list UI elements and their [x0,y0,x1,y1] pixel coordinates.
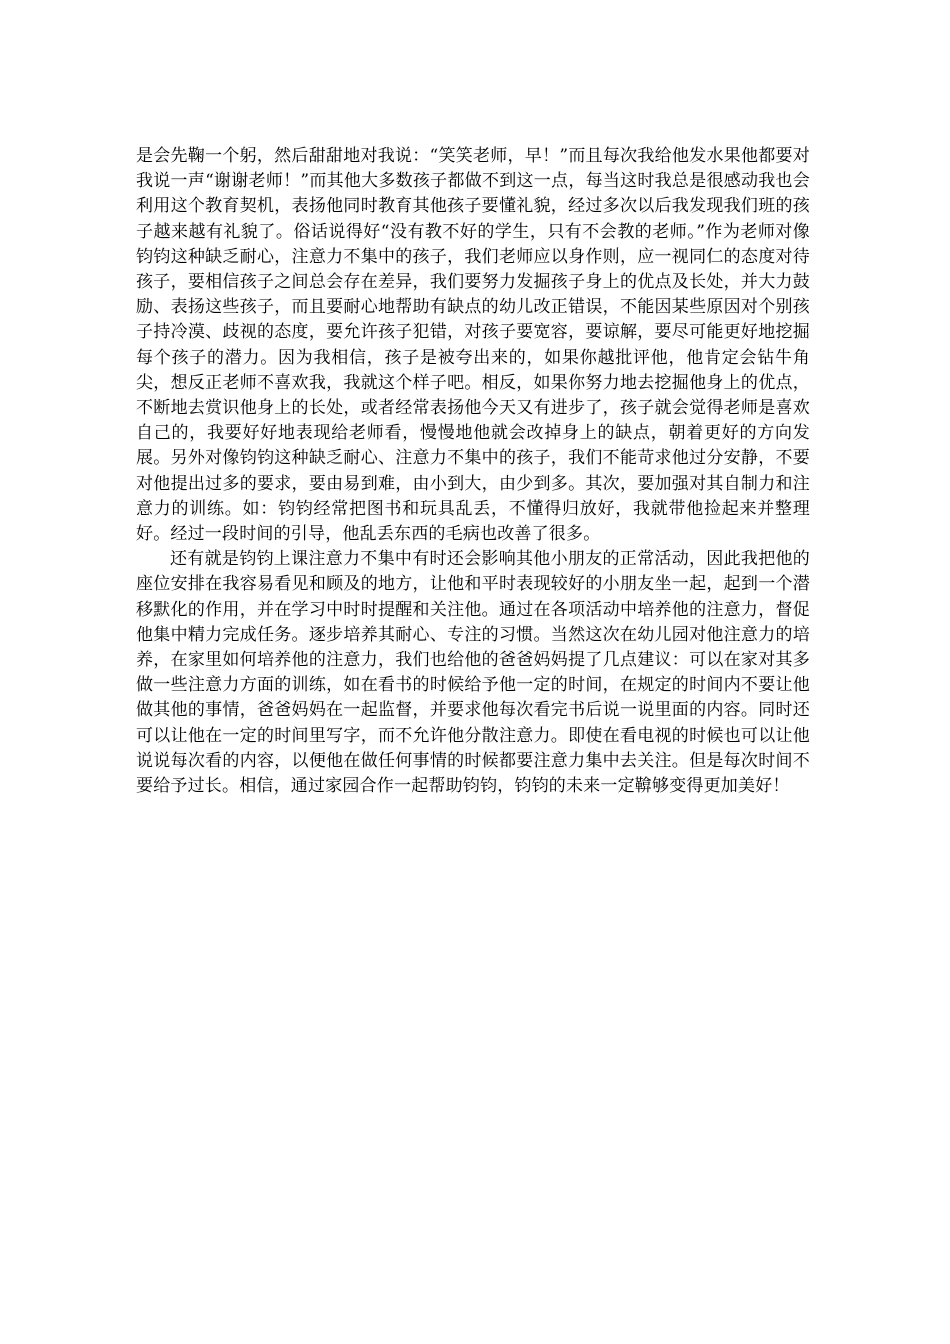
paragraph-2: 还有就是钧钧上课注意力不集中有时还会影响其他小朋友的正常活动，因此我把他的座位安排在我容易看见和顾及的地方，让他和平时表现较好的小朋友坐一起，起到一个潜移默化的作用，并在学习中时时提醒和关注他。通过在各项活动中培养他的注意力，督促他集中精力完成任务。逐步培养其耐心、专注的习惯。当然这次在幼儿园对他注意力的培养，在家里如何培养他的注意力，我们也给他的爸爸妈妈提了几点建议：可以在家对其多做一些注意力方面的训练，如在看书的时候给予他一定的时间，在规定的时间内不要让他做其他的事情，爸爸妈妈在一起监督，并要求他每次看完书后说一说里面的内容。同时还可以让他在一定的时间里写字，而不允许他分散注意力。即使在看电视的时候也可以让他说说每次看的内容，以便他在做任何事情的时候都要注意力集中去关注。但是每次时间不要给予过长。相信，通过家园合作一起帮助钧钧，钧钧的未来一定鞥够变得更加美好！ [136,549,810,797]
paragraph-1: 是会先鞠一个躬，然后甜甜地对我说：“笑笑老师，早！”而且每次我给他发水果他都要对我说一声“谢谢老师！”而其他大多数孩子都做不到这一点，每当这时我总是很感动我也会利用这个教育契机，表扬他同时教育其他孩子要懂礼貌，经过多次以后我发现我们班的孩子越来越有礼貌了。俗话说得好“没有教不好的学生，只有不会教的老师。”作为老师对像钧钧这种缺乏耐心，注意力不集中的孩子，我们老师应以身作则，应一视同仁的态度对待孩子，要相信孩子之间总会存在差异，我们要努力发掘孩子身上的优点及长处，并大力鼓励、表扬这些孩子，而且要耐心地帮助有缺点的幼儿改正错误，不能因某些原因对个别孩子持冷漠、歧视的态度，要允许孩子犯错，对孩子要宽容，要谅解，要尽可能更好地挖掘每个孩子的潜力。因为我相信，孩子是被夸出来的，如果你越批评他，他肯定会钻牛角尖，想反正老师不喜欢我，我就这个样子吧。相反，如果你努力地去挖掘他身上的优点，不断地去赏识他身上的长处，或者经常表扬他今天又有进步了，孩子就会觉得老师是喜欢自己的，我要好好地表现给老师看，慢慢地他就会改掉身上的缺点，朝着更好的方向发展。另外对像钧钧这种缺乏耐心、注意力不集中的孩子，我们不能苛求他过分安静，不要对他提出过多的要求，要由易到难，由小到大，由少到多。其次，要加强对其自制力和注意力的训练。如：钧钧经常把图书和玩具乱丢，不懂得归放好，我就带他捡起来并整理好。经过一段时间的引导，他乱丢东西的毛病也改善了很多。 [136,146,810,545]
document-body [136,144,810,799]
